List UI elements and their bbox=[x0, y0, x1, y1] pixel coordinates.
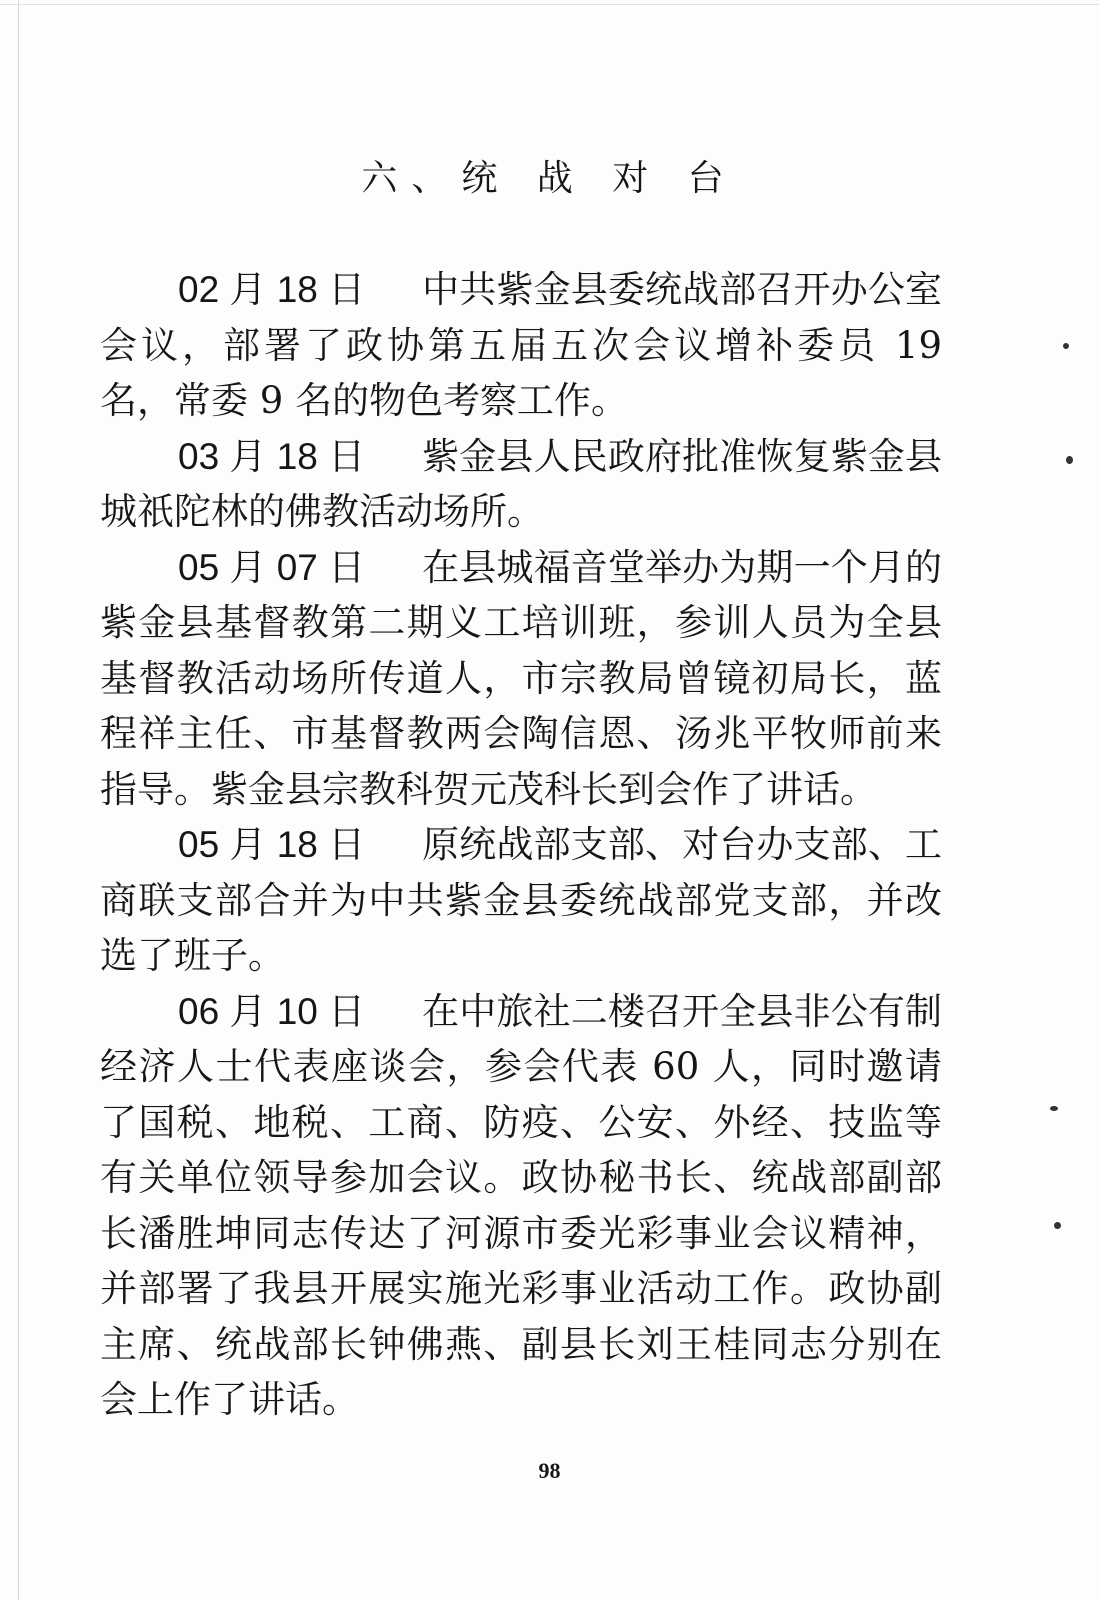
scan-speck bbox=[1054, 1222, 1061, 1229]
entry-date: 02 月 18 日 bbox=[178, 269, 366, 310]
scan-edge-top bbox=[0, 4, 1099, 5]
entry-text: 紫金县人民政府批准恢复紫金县城祇陀林的佛教活动场所。 bbox=[100, 434, 942, 533]
scan-edge-left bbox=[18, 0, 19, 1600]
entry-item bbox=[100, 540, 942, 818]
entry-date: 05 月 07 日 bbox=[178, 546, 366, 588]
scan-speck bbox=[1063, 343, 1069, 349]
scan-speck bbox=[1050, 1106, 1058, 1111]
entry-text: 原统战部支部、对台办支部、工商联支部合并为中共紫金县委统战部党支部，并改选了班子。 bbox=[100, 823, 942, 977]
page-number: 98 bbox=[538, 1458, 561, 1483]
entry-date: 06 月 10 日 bbox=[178, 990, 366, 1032]
entry-text: 在中旅社二楼召开全县非公有制经济人士代表座谈会，参会代表 60 人，同时邀请了国税、地税、工商、防疫、公安、外经、技监等有关单位领导参加会议。政协秘书长、统战部副部长潘胜坤同志传达了河源市委光彩事业会议精神，并部署了我县开展实施光彩事业活动工作。政协副主席、统战部长钟佛燕、副县长刘王桂同志分别在会上作了讲话。 bbox=[100, 989, 942, 1421]
section-title: 六、统 战 对 台 bbox=[361, 158, 738, 199]
scan-speck bbox=[1066, 456, 1073, 464]
entry-item bbox=[100, 984, 942, 1428]
entry-item bbox=[100, 817, 942, 984]
entry-list bbox=[100, 262, 942, 1428]
entry-text: 中共紫金县委统战部召开办公室会议，部署了政协第五届五次会议增补委员 19 名，常委 9 名的物色考察工作。 bbox=[100, 268, 942, 422]
entry-item bbox=[100, 429, 942, 540]
entry-text: 在县城福音堂举办为期一个月的紫金县基督教第二期义工培训班，参训人员为全县基督教活动场所传道人，市宗教局曾镜初局长，蓝程祥主任、市基督教两会陶信恩、汤兆平牧师前来指导。紫金县宗教科贺元茂科长到会作了讲话。 bbox=[100, 545, 942, 811]
entry-item bbox=[100, 262, 942, 429]
entry-date: 03 月 18 日 bbox=[178, 435, 366, 477]
entry-date: 05 月 18 日 bbox=[178, 824, 366, 865]
